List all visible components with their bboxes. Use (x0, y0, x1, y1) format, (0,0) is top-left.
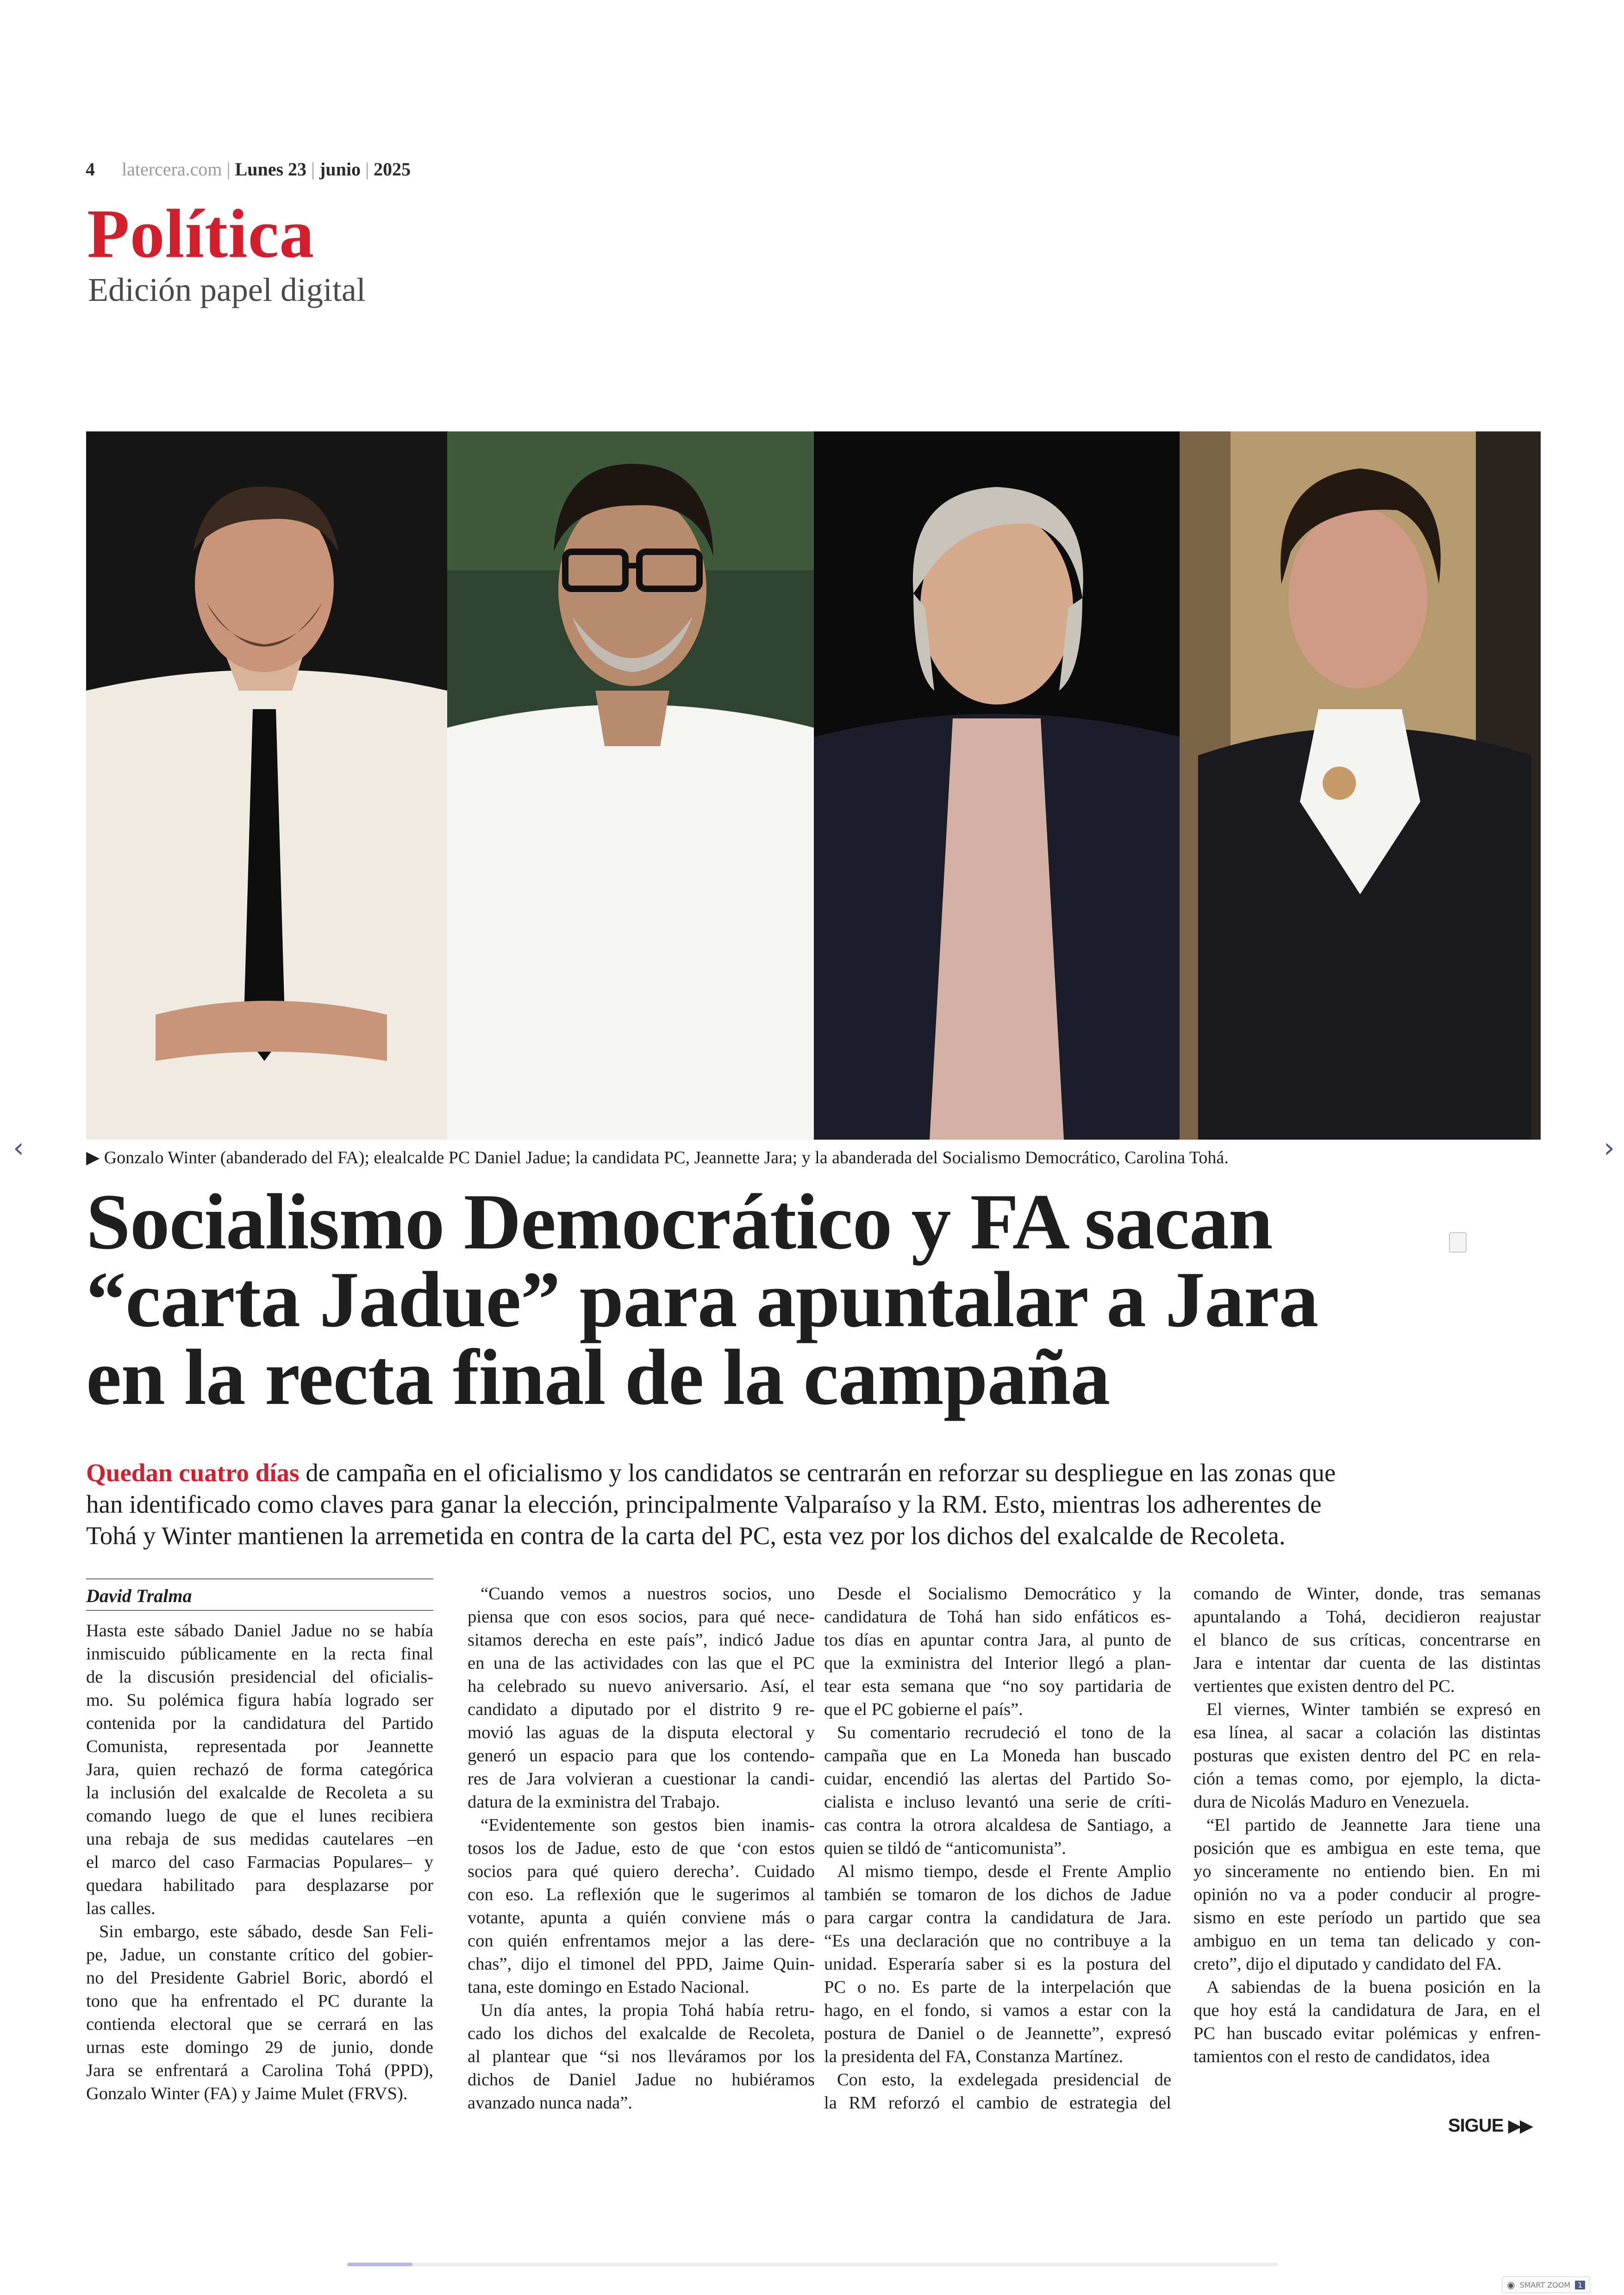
text-line: en una de las actividades con las que el PC (468, 1653, 815, 1673)
chevron-left-icon[interactable]: ‹ (13, 1132, 24, 1164)
text-line: inmiscuido públicamente en la recta final (86, 1644, 433, 1664)
text-line: tosos los de Jadue, esto de que ‘con estos (468, 1839, 815, 1858)
text-line: Desde el Socialismo Democrático y la (837, 1584, 1171, 1603)
article-column-4 (1193, 1582, 1541, 2068)
page-header: 4 latercera.com | Lunes 23 | junio | 2025 (86, 159, 411, 180)
text-line: esa línea, al sacar a colación las distintas (1193, 1723, 1541, 1742)
text-line: comando de Winter, donde, tras semanas (1193, 1584, 1541, 1603)
smart-zoom-count: 1 (1575, 2281, 1585, 2289)
text-line: que hoy está la candidatura de Jara, en el (1193, 2001, 1541, 2020)
text-line: el marco del caso Farmacias Populares– y (86, 1852, 433, 1872)
smart-zoom-label: SMART ZOOM (1519, 2280, 1571, 2289)
text-line: vertientes que existen dentro del PC. (1193, 1677, 1455, 1696)
text-line: Un día antes, la propia Tohá había retru- (481, 2001, 815, 2020)
text-line: contenida por la candidatura del Partido (86, 1714, 433, 1733)
photo-gonzalo-winter (86, 431, 447, 1140)
edition-subtitle: Edición papel digital (88, 271, 366, 308)
text-line: una rebaja de sus medidas cautelares –en (86, 1829, 433, 1849)
lead-kicker: Quedan cuatro días (86, 1459, 300, 1487)
text-line: sitamos derecha en este país”, indicó Jadue (468, 1630, 815, 1650)
text-line: Al mismo tiempo, desde el Frente Amplio (837, 1862, 1171, 1881)
text-line: comando luego de que el lunes recibiera (86, 1806, 433, 1826)
text-line: Comunista, representada por Jeannette (86, 1737, 433, 1756)
text-line: “Cuando vemos a nuestros socios, uno (481, 1584, 815, 1603)
text-line: que el PC gobierne el país”. (824, 1700, 1023, 1719)
text-line: dura de Nicolás Maduro en Venezuela. (1193, 1792, 1469, 1812)
text-line: sismo en este período un partido que sea (1193, 1908, 1541, 1927)
text-line: postura de Daniel o de Jeannette”, expresó (824, 2024, 1171, 2043)
play-arrows-icon: ▶▶ (1508, 2116, 1532, 2136)
site-name: latercera.com (122, 159, 222, 180)
text-line: cas contra la otrora alcaldesa de Santiago, a (824, 1815, 1171, 1835)
text-line: A sabiendas de la buena posición en la (1206, 1977, 1541, 1997)
byline-rule (86, 1610, 433, 1611)
text-line: no del Presidente Gabriel Boric, abordó el (86, 1968, 433, 1988)
text-line: “El partido de Jeannette Jara tiene una (1206, 1815, 1541, 1835)
page-number: 4 (86, 159, 95, 180)
text-line: también se tomaron de los dichos de Jadue (824, 1885, 1171, 1904)
text-line: las calles. (86, 1899, 156, 1918)
text-line: unidad. Esperaría saber si es la postura del (824, 1954, 1171, 1974)
text-line: dichos de Daniel Jadue no hubiéramos (468, 2070, 815, 2089)
text-line: cuidar, encendió las alertas del Partido So- (824, 1769, 1171, 1789)
text-line: creto”, dijo el diputado y candidato del FA. (1193, 1954, 1502, 1974)
text-line: posición que es ambigua en este tema, que (1193, 1839, 1541, 1858)
headline-line: Socialismo Democrático y FA sacan (86, 1178, 1273, 1266)
text-line: chas”, dijo el timonel del PPD, Jaime Quin- (468, 1954, 815, 1974)
text-line: ha celebrado su nuevo aniversario. Así, el (468, 1677, 815, 1696)
text-line: votante, apunta a quién conviene más o (468, 1908, 815, 1927)
note-icon[interactable] (1449, 1232, 1467, 1253)
text-line: pe, Jadue, un constante crítico del gobier- (86, 1945, 433, 1964)
text-line: el blanco de sus críticas, concentrarse en (1193, 1630, 1541, 1650)
date-month: junio (319, 159, 361, 180)
text-line: Gonzalo Winter (FA) y Jaime Mulet (FRVS). (86, 2084, 408, 2103)
text-line: PC o no. Es parte de la interpelación que (824, 1977, 1171, 1997)
text-line: ambiguo en un tema tan delicado y con- (1193, 1931, 1541, 1951)
photo-daniel-jadue (447, 431, 814, 1140)
text-line: apuntalando a Tohá, decidieron reajustar (1193, 1607, 1541, 1627)
text-line: de la discusión presidencial del oficialis- (86, 1667, 433, 1687)
lead-text: han identificado como claves para ganar la elección, principalmente Valparaíso y la RM. Esto, mientras los adherentes de (86, 1490, 1322, 1518)
text-line: Su comentario recrudeció el tono de la (837, 1723, 1171, 1742)
text-line: Con esto, la exdelegada presidencial de (837, 2070, 1171, 2089)
text-line: piensa que con esos socios, para qué nece- (468, 1607, 815, 1627)
text-line: campaña que en La Moneda han buscado (824, 1746, 1171, 1765)
text-line: para cargar contra la candidatura de Jara. (824, 1908, 1171, 1927)
text-line: la presidenta del FA, Constanza Martínez. (824, 2047, 1124, 2066)
text-line: tos días en apuntar contra Jara, al punto de (824, 1630, 1171, 1650)
lead-paragraph (86, 1457, 1544, 1552)
text-line: tear esta semana que “no soy partidaria de (824, 1677, 1171, 1696)
text-line: urnas este domingo 29 de junio, donde (86, 2038, 433, 2057)
text-line: Jara se enfrentará a Carolina Tohá (PPD), (86, 2061, 433, 2080)
text-line: Jara, quien rechazó de forma categórica (86, 1760, 433, 1779)
chevron-right-icon[interactable]: › (1604, 1132, 1615, 1164)
text-line: cado los dichos del exalcalde de Recoleta, (468, 2024, 815, 2043)
text-line: que la exministra del Interior llegó a plan- (824, 1653, 1171, 1673)
text-line: avanzado nunca nada”. (468, 2093, 632, 2113)
text-line: con eso. La reflexión que le sugerimos al (468, 1885, 815, 1904)
text-line: movió las aguas de la disputa electoral y (468, 1723, 815, 1742)
text-line: tono que ha enfrentado el PC durante la (86, 1991, 433, 2011)
text-line: candidato a diputado por el distrito 9 re- (468, 1700, 815, 1719)
text-line: quedara habilitado para desplazarse por (86, 1876, 433, 1895)
text-line: ción a temas como, por ejemplo, la dicta- (1193, 1769, 1541, 1789)
text-line: generó un espacio para que los contendo- (468, 1746, 815, 1765)
photo-caption: ▶ Gonzalo Winter (abanderado del FA); elealcalde PC Daniel Jadue; la candidata PC, Jeannette Jara; y la abanderada del Socialismo Democrático, Carolina Tohá. (86, 1148, 1229, 1167)
smart-zoom-button[interactable] (1502, 2276, 1590, 2293)
page-scroll-thumb[interactable] (347, 2263, 412, 2266)
text-line: la RM reforzó el cambio de estrategia del (824, 2093, 1171, 2113)
headline-line: “carta Jadue” para apuntalar a Jara (86, 1256, 1318, 1344)
text-line: quien se tildó de “anticomunista”. (824, 1839, 1066, 1858)
date-day: Lunes 23 (235, 159, 307, 180)
text-line: Jara e intentar dar cuenta de las distintas (1193, 1653, 1541, 1673)
text-line: Hasta este sábado Daniel Jadue no se había (86, 1621, 433, 1640)
text-line: “Evidentemente son gestos bien inamis- (481, 1815, 815, 1835)
lead-text: Tohá y Winter mantienen la arremetida en contra de la carta del PC, esta vez por los dichos del exalcalde de Recoleta. (86, 1522, 1286, 1550)
article-column-2 (468, 1582, 815, 2114)
text-line: yo sinceramente no entiendo bien. En mi (1193, 1862, 1541, 1881)
text-line: socios para qué quiero derecha’. Cuidado (468, 1862, 815, 1881)
text-line: cialista e incluso levantó una serie de críti- (824, 1792, 1171, 1812)
page-scroll-track[interactable] (347, 2263, 1278, 2266)
photo-carolina-toha (1180, 431, 1541, 1140)
photo-jeannette-jara (814, 431, 1180, 1140)
text-line: PC han buscado evitar polémicas y enfren- (1193, 2024, 1541, 2043)
headline-line: en la recta final de la campaña (86, 1334, 1110, 1422)
text-line: con quién enfrentamos mejor a las dere- (468, 1931, 815, 1951)
eye-icon: ◉ (1507, 2279, 1515, 2290)
text-line: la inclusión del exalcalde de Recoleta a su (86, 1783, 433, 1802)
continue-label: SIGUE (1448, 2115, 1504, 2136)
text-line: “Es una declaración que no contribuye a la (824, 1931, 1171, 1951)
continue-marker[interactable] (1448, 2115, 1531, 2136)
text-line: datura de la exministra del Trabajo. (468, 1792, 720, 1812)
text-line: El viernes, Winter también se expresó en (1206, 1700, 1541, 1719)
section-title: Política (87, 195, 315, 272)
date-year: 2025 (374, 159, 411, 180)
text-line: opinión no va a poder conducir al progre- (1193, 1885, 1541, 1904)
text-line: posturas que existen dentro del PC en rela- (1193, 1746, 1541, 1765)
text-line: res de Jara volvieran a cuestionar la candi- (468, 1769, 815, 1789)
text-line: al plantear que “si nos lleváramos por los (468, 2047, 815, 2066)
text-line: tamientos con el resto de candidatos, idea (1193, 2047, 1490, 2066)
text-line: mo. Su polémica figura había logrado ser (86, 1690, 433, 1710)
article-column-1 (86, 1619, 433, 2105)
text-line: hago, en el fondo, si vamos a estar con la (824, 2001, 1171, 2020)
byline: David Tralma (86, 1585, 192, 1606)
text-line: tana, este domingo en Estado Nacional. (468, 1977, 750, 1997)
lead-text: de campaña en el oficialismo y los candidatos se centrarán en reforzar su despliegue en las zonas que (299, 1459, 1336, 1487)
byline-rule (86, 1578, 433, 1579)
article-column-3 (824, 1582, 1171, 2114)
text-line: Sin embargo, este sábado, desde San Feli- (99, 1922, 433, 1941)
headline (86, 1178, 1429, 1422)
text-line: candidatura de Tohá han sido enfáticos es- (824, 1607, 1171, 1627)
text-line: contienda electoral que se cerrará en las (86, 2014, 433, 2034)
